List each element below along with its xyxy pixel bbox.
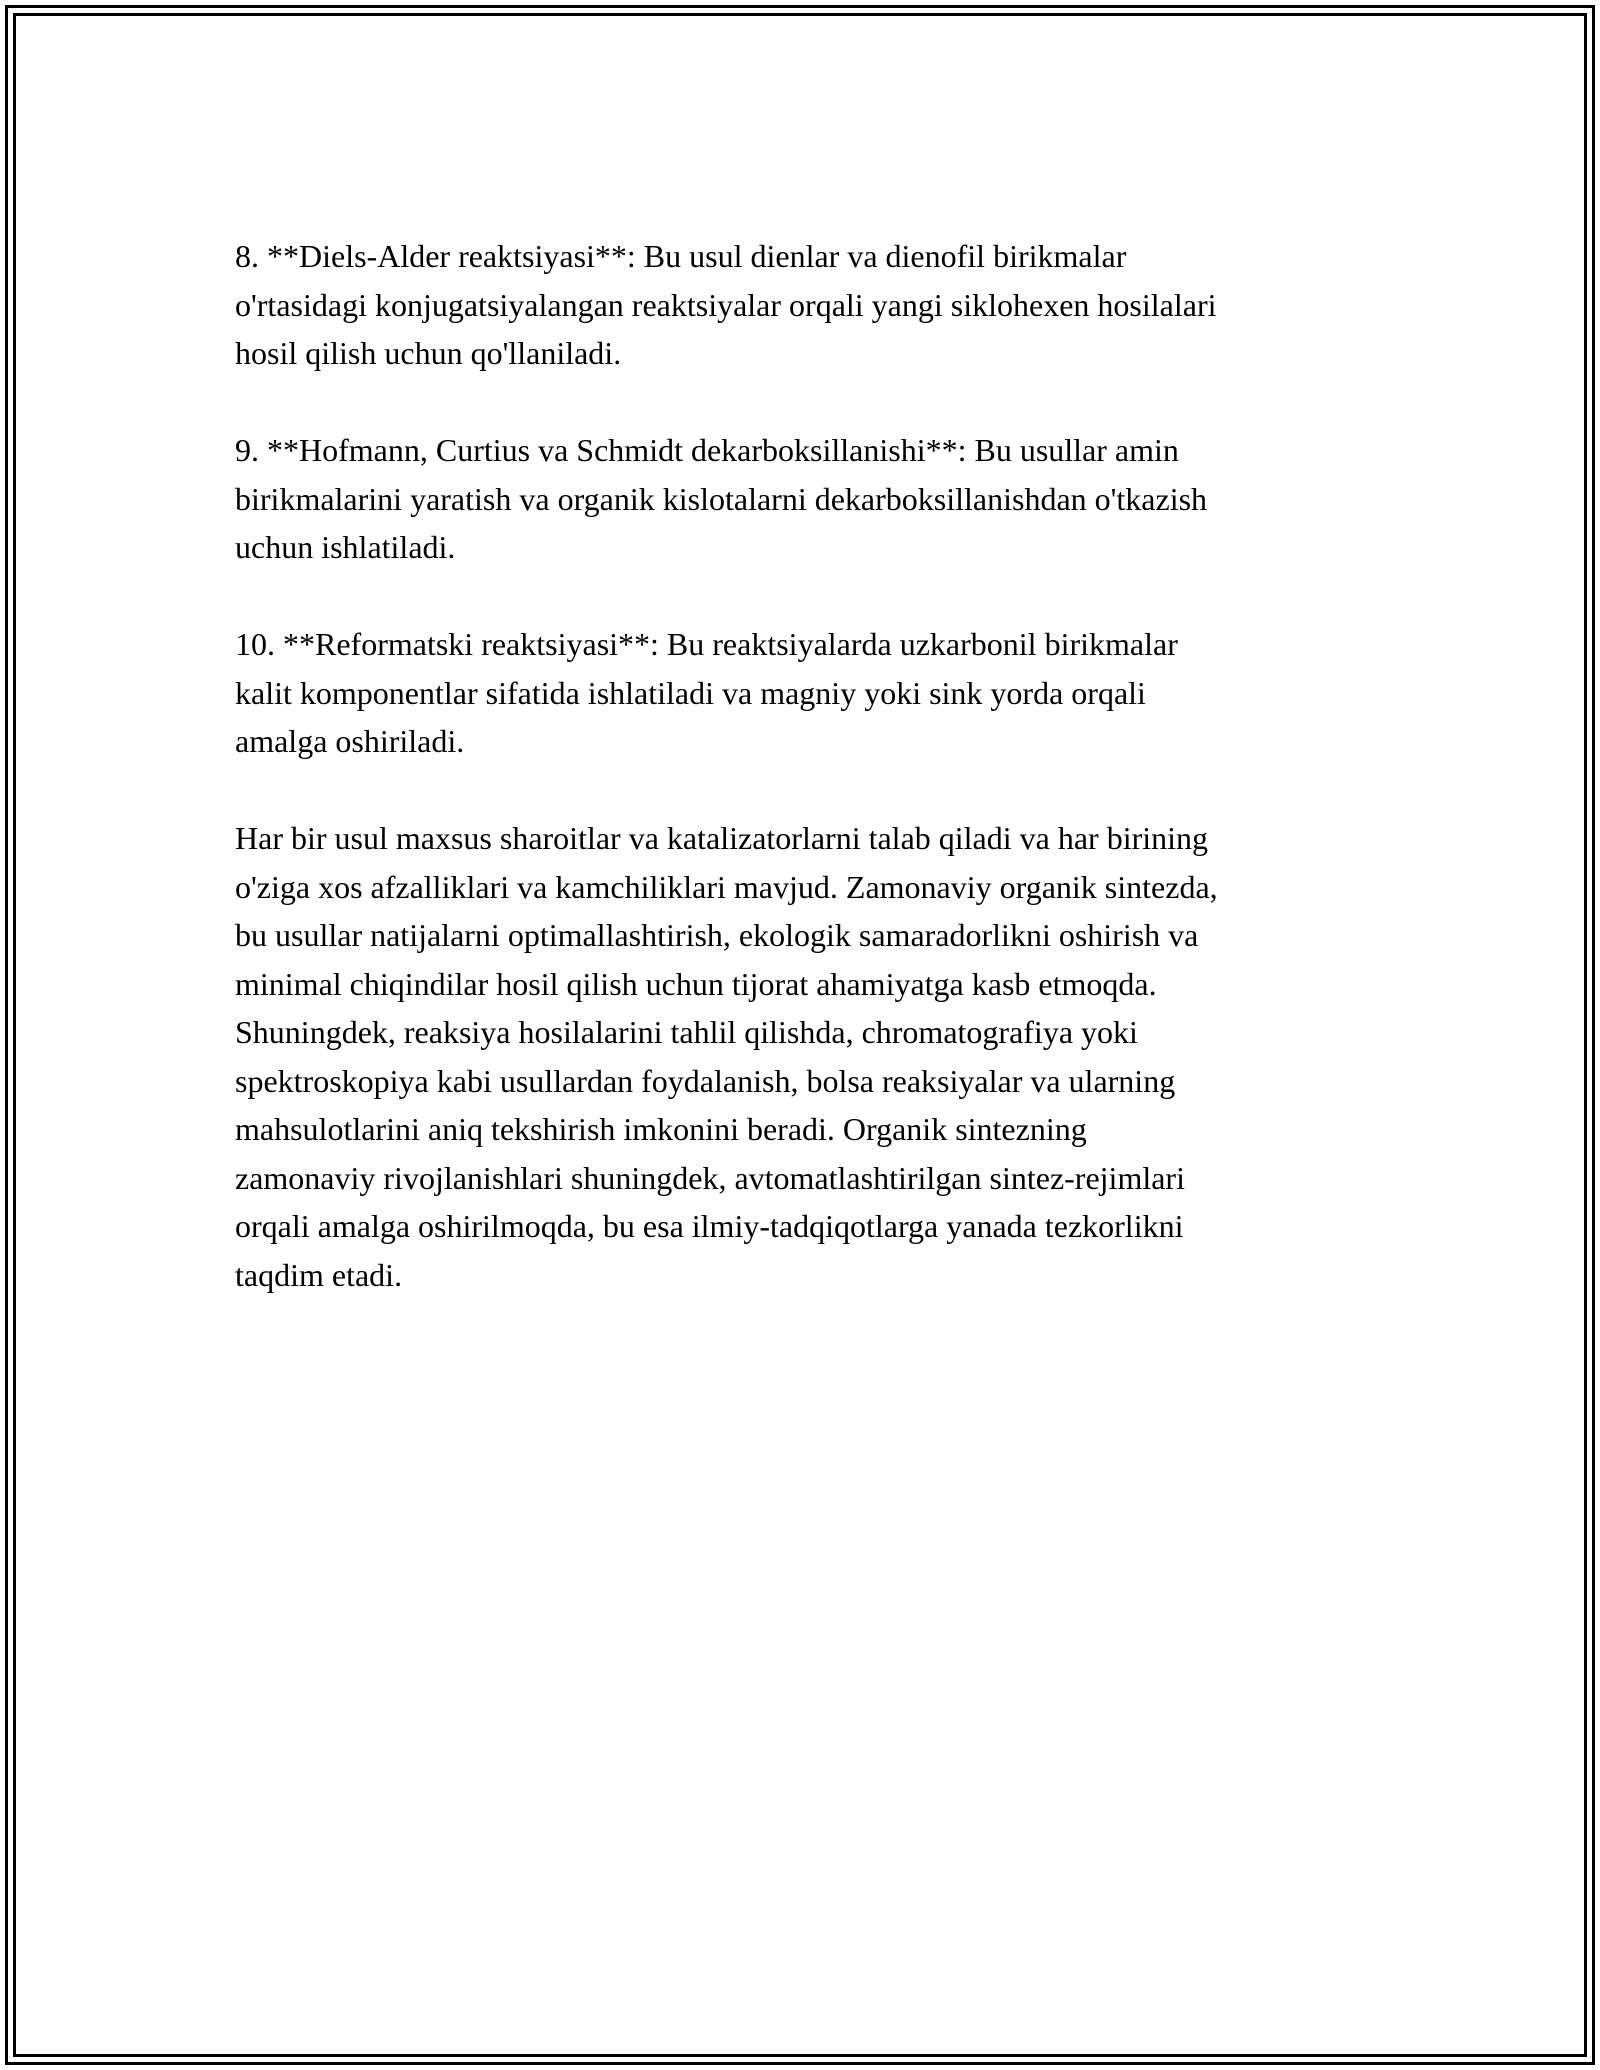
document-body (235, 232, 1375, 1348)
paragraph-summary: Har bir usul maxsus sharoitlar va katalizatorlarni talab qiladi va har birining o'ziga xos afzalliklari va kamchiliklari mavjud. Zamonaviy organik sintezda, bu usullar natijalarni optimallashtirish, ekologik samaradorlikni oshirish va minimal chiqindilar hosil qilish uchun tijorat ahamiyatga kasb etmoqda. Shuningdek, reaksiya hosilalarini tahlil qilishda, chromatografiya yoki spektroskopiya kabi usullardan foydalanish, bolsa reaksiyalar va ularning mahsulotlarini aniq tekshirish imkonini beradi. Organik sintezning zamonaviy rivojlanishlari shuningdek, avtomatlashtirilgan sintez-rejimlari orqali amalga oshirilmoqda, bu esa ilmiy-tadqiqotlarga yanada tezkorlikni taqdim etadi. (235, 820, 1218, 1293)
paragraph-diels-alder: 8. **Diels-Alder reaktsiyasi**: Bu usul dienlar va dienofil birikmalar o'rtasidagi konjugatsiyalangan reaktsiyalar orqali yangi siklohexen hosilalari hosil qilish uchun qo'llaniladi. (235, 238, 1217, 371)
paragraph-hofmann-curtius-schmidt: 9. **Hofmann, Curtius va Schmidt dekarboksillanishi**: Bu usullar amin birikmalarini yaratish va organik kislotalarni dekarboksillanishdan o'tkazish uchun ishlatiladi. (235, 432, 1208, 565)
paragraph-reformatski: 10. **Reformatski reaktsiyasi**: Bu reaktsiyalarda uzkarbonil birikmalar kalit komponentlar sifatida ishlatiladi va magniy yoki sink yorda orqali amalga oshiriladi. (235, 626, 1178, 759)
